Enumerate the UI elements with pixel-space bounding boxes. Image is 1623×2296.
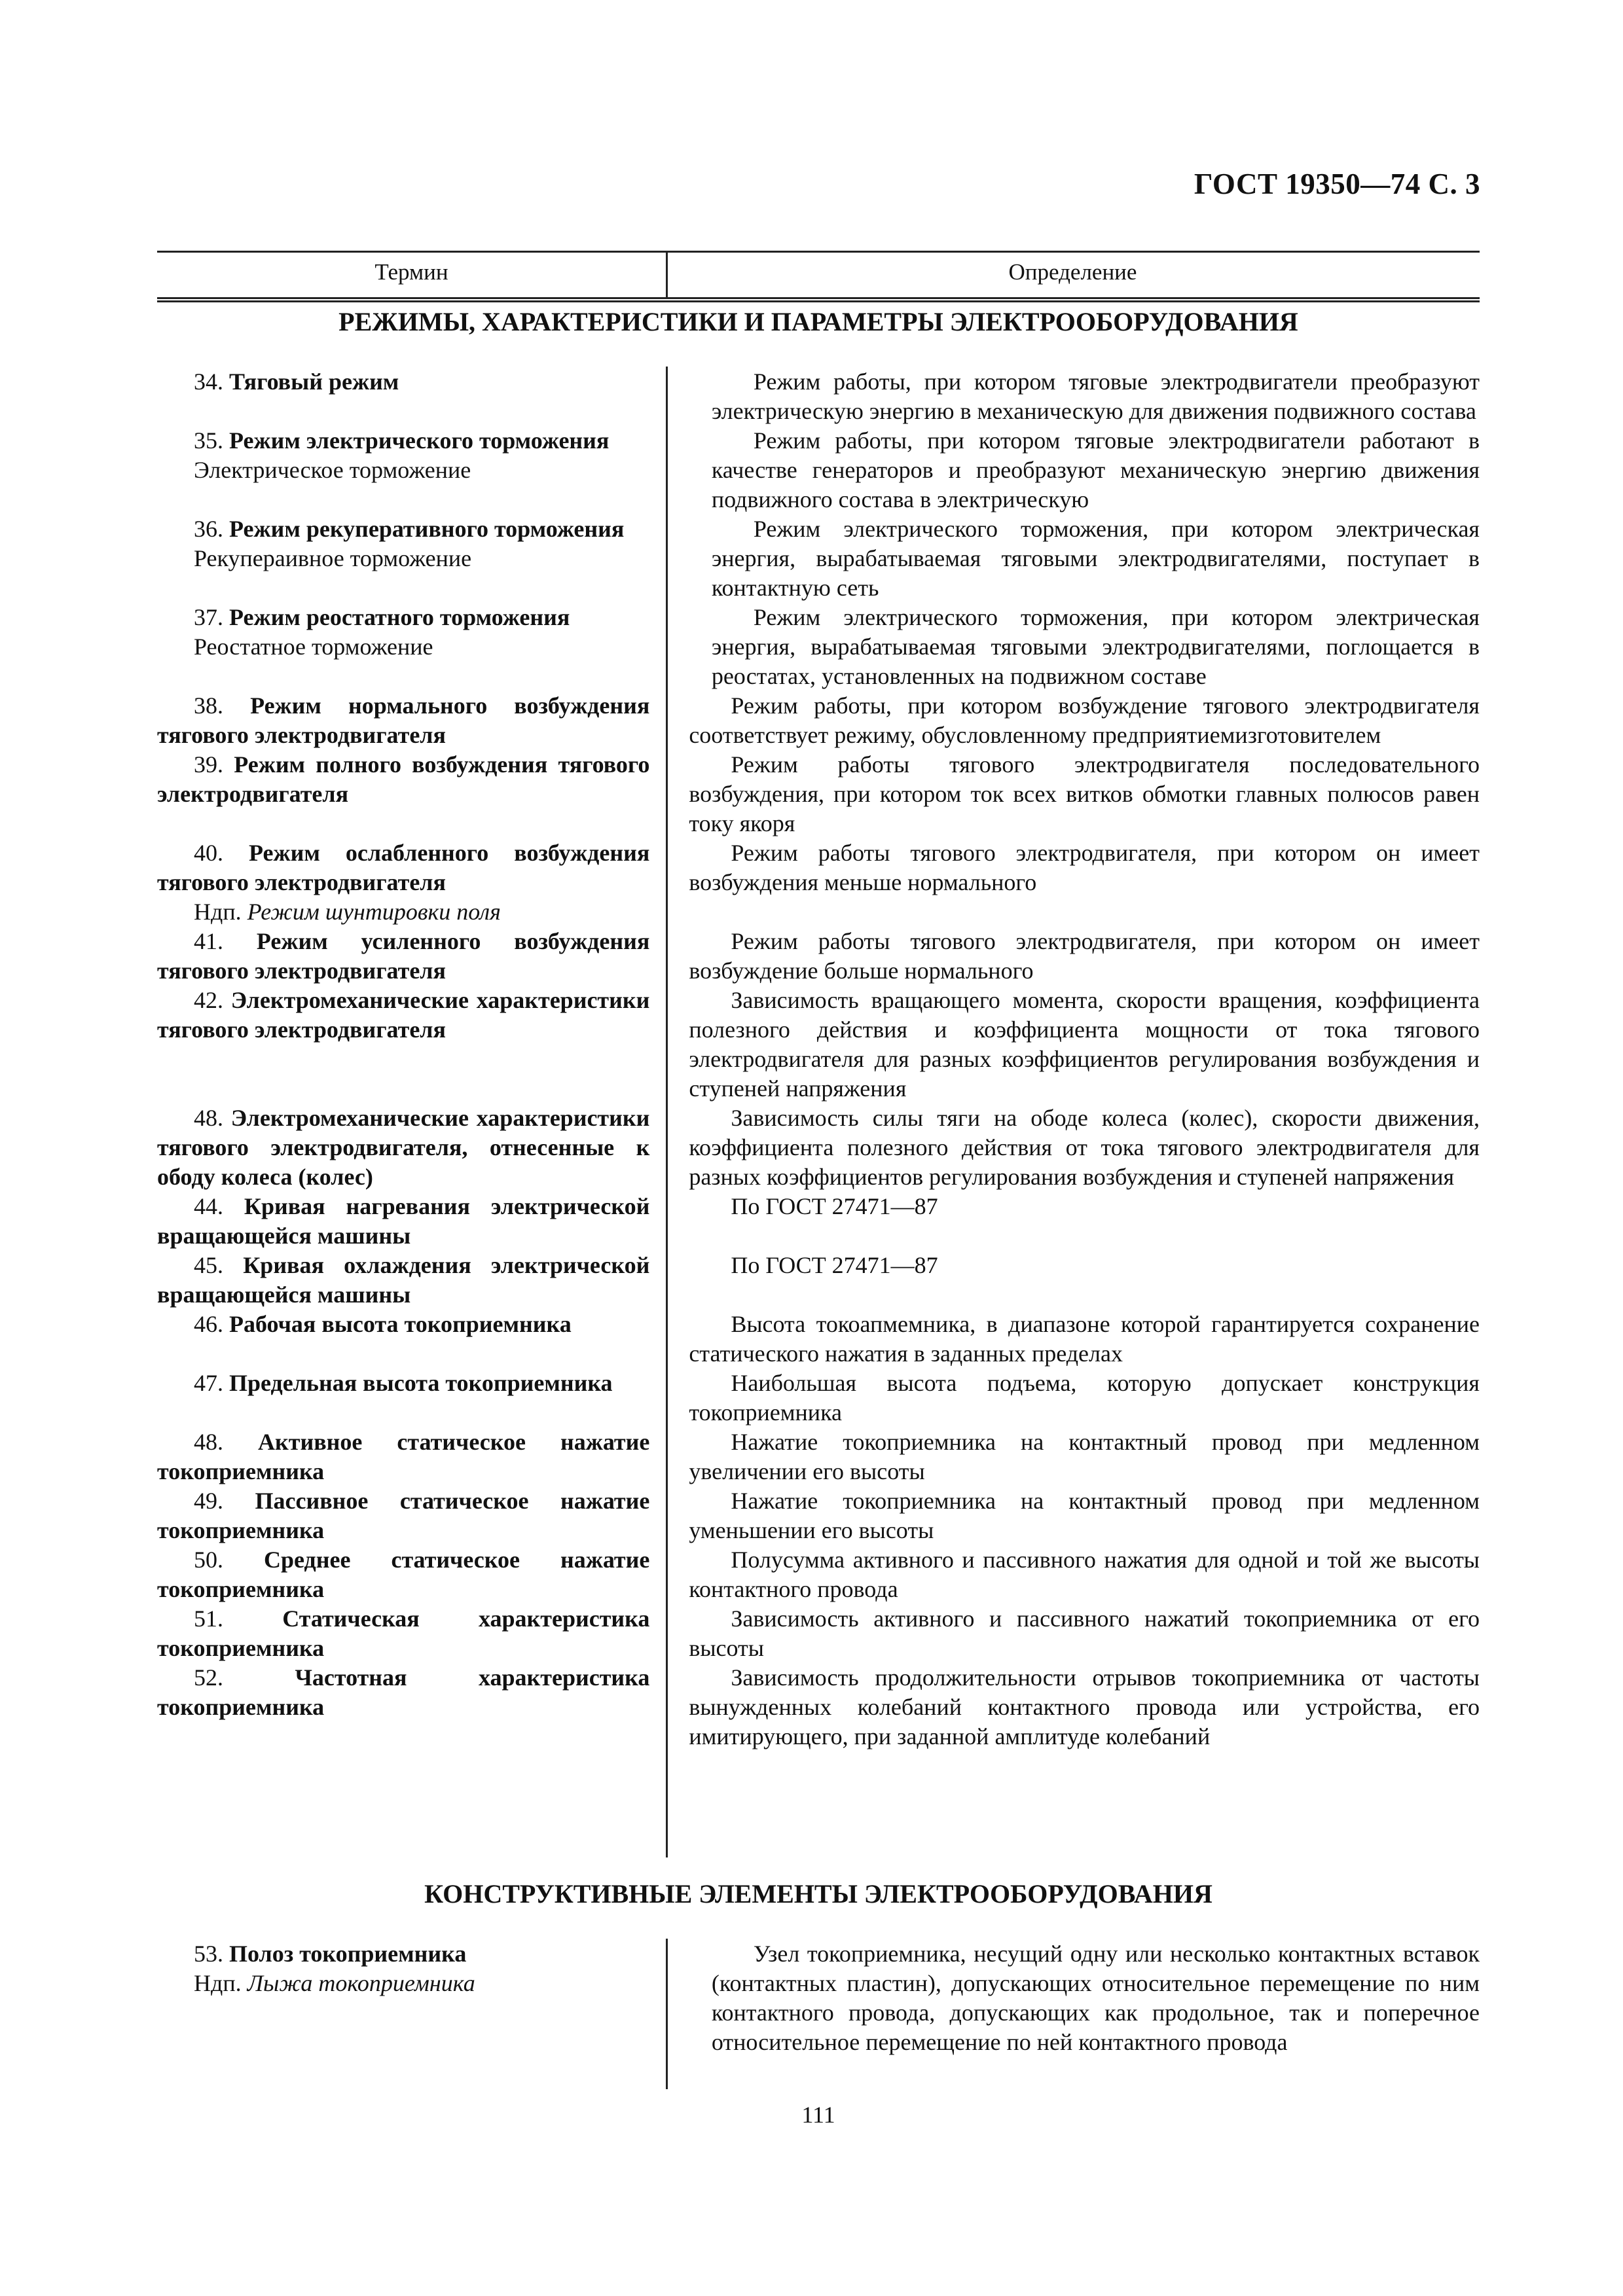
definition-cell: Режим работы, при котором тяговые электродвигатели работают в качестве генераторов и преобразуют механическую энергию движения подвижного состава в электрическую xyxy=(711,427,1480,512)
term-cell: 46. Рабочая высота токоприемника xyxy=(194,1311,572,1337)
term-cell: 52. Частотная характеристика токоприемника xyxy=(157,1664,650,1720)
definition-cell: Режим работы, при котором тяговые электродвигатели преобразуют электрическую энергию в механическую для движения подвижного состава xyxy=(711,368,1480,424)
term-cell: 47. Предельная высота токоприемника xyxy=(194,1370,613,1396)
page-number: 111 xyxy=(801,2102,835,2128)
definition-cell: Высота токоапмемника, в диапазоне которой гарантируется сохранение статического нажатия в заданных пределах xyxy=(689,1311,1480,1367)
column-header-definition: Определение xyxy=(1008,259,1137,285)
table-row xyxy=(157,1545,1480,1604)
table-row xyxy=(157,1310,1480,1369)
table-row xyxy=(157,691,1480,750)
table-row xyxy=(157,927,1480,986)
definition-cell: Нажатие токоприемника на контактный провод при медленном уменьшении его высоты xyxy=(689,1488,1480,1543)
definition-cell: Зависимость активного и пассивного нажатий токоприемника от его высоты xyxy=(689,1605,1480,1661)
table-row xyxy=(157,1939,1480,2057)
table-row xyxy=(157,603,1480,691)
term-cell: 37. Режим реостатного торможения Реостатное торможение xyxy=(194,604,570,660)
term-cell: 45. Кривая охлаждения электрической вращающейся машины xyxy=(157,1252,650,1308)
term-cell: 49. Пассивное статическое нажатие токоприемника xyxy=(157,1488,650,1543)
definition-cell: Режим работы тягового электродвигателя последовательного возбуждения, при котором ток всех витков обмотки главных полюсов равен току якоря xyxy=(689,751,1480,836)
table-row xyxy=(157,1369,1480,1427)
term-cell: 44. Кривая нагревания электрической вращающейся машины xyxy=(157,1193,650,1249)
term-cell: 42. Электромеханические характеристики тягового электродвигателя xyxy=(157,987,650,1043)
term-cell: 48. Активное статическое нажатие токоприемника xyxy=(157,1429,650,1484)
column-header-term: Термин xyxy=(374,259,448,285)
table-row xyxy=(157,1103,1480,1192)
term-cell: 40. Режим ослабленного возбуждения тягового электродвигателя Ндп. Режим шунтировки поля xyxy=(157,840,650,925)
definition-cell: Зависимость вращающего момента, скорости вращения, коэффициента полезного действия и коэффициента мощности от тока тягового электродвигателя для разных коэффициентов регулирования возбуждения и ступеней напряжения xyxy=(689,987,1480,1102)
term-cell: 38. Режим нормального возбуждения тягового электродвигателя xyxy=(157,692,650,748)
term-cell: 39. Режим полного возбуждения тягового электродвигателя xyxy=(157,751,650,807)
term-cell: 34. Тяговый режим xyxy=(194,368,399,395)
definition-cell: Полусумма активного и пассивного нажатия для одной и той же высоты контактного провода xyxy=(689,1547,1480,1602)
definition-cell: По ГОСТ 27471—87 xyxy=(731,1193,938,1219)
definition-cell: Узел токоприемника, несущий одну или несколько контактных вставок (контактных пластин), допускающих относительное перемещение по ним контактного провода, допускающих как продольное, так и поперечное относительное перемещение по ней контактного провода xyxy=(711,1941,1480,2055)
definition-cell: Режим электрического торможения, при котором электрическая энергия, вырабатываемая тяговыми электродвигателями, поглощается в реостатах, установленных на подвижном составе xyxy=(711,604,1480,689)
definition-cell: Режим работы, при котором возбуждение тягового электродвигателя соответствует режиму, обусловленному предприятиемизготовителем xyxy=(689,692,1480,748)
definition-cell: Наибольшая высота подъема, которую допускает конструкция токоприемника xyxy=(689,1370,1480,1426)
table-row xyxy=(157,1663,1480,1751)
term-cell: 48. Электромеханические характеристики тягового электродвигателя, отнесенные к ободу колеса (колес) xyxy=(157,1105,650,1190)
table-row xyxy=(157,1427,1480,1486)
table-row xyxy=(157,426,1480,514)
section-title-modes: РЕЖИМЫ, ХАРАКТЕРИСТИКИ И ПАРАМЕТРЫ ЭЛЕКТРООБОРУДОВАНИЯ xyxy=(338,307,1298,336)
term-cell: 41. Режим усиленного возбуждения тягового электродвигателя xyxy=(157,928,650,984)
table-row xyxy=(157,514,1480,603)
table-row xyxy=(157,1251,1480,1310)
table-row xyxy=(157,838,1480,927)
term-cell: 50. Среднее статическое нажатие токоприемника xyxy=(157,1547,650,1602)
definition-cell: Режим электрического торможения, при котором электрическая энергия, вырабатываемая тяговыми электродвигателями, поступает в контактную сеть xyxy=(711,516,1480,601)
definition-cell: Нажатие токоприемника на контактный провод при медленном увеличении его высоты xyxy=(689,1429,1480,1484)
table-row xyxy=(157,367,1480,426)
table-row xyxy=(157,1604,1480,1663)
definition-cell: Режим работы тягового электродвигателя, при котором он имеет возбуждение больше нормального xyxy=(689,928,1480,984)
definition-cell: Режим работы тягового электродвигателя, при котором он имеет возбуждения меньше нормального xyxy=(689,840,1480,895)
term-cell: 35. Режим электрического торможения Электрическое торможение xyxy=(194,427,610,483)
table-row xyxy=(157,1192,1480,1251)
table-row xyxy=(157,986,1480,1103)
table-header xyxy=(157,251,1480,302)
table-row xyxy=(157,1486,1480,1545)
terms-table-section1 xyxy=(157,367,1480,1751)
section-title-construction: КОНСТРУКТИВНЫЕ ЭЛЕМЕНТЫ ЭЛЕКТРООБОРУДОВАНИЯ xyxy=(424,1879,1213,1909)
definition-cell: Зависимость продолжительности отрывов токоприемника от частоты вынужденных колебаний контактного провода или устройства, его имитирующего, при заданной амплитуде колебаний xyxy=(689,1664,1480,1749)
definition-cell: По ГОСТ 27471—87 xyxy=(731,1252,938,1278)
term-cell: 53. Полоз токоприемника Ндп. Лыжа токоприемника xyxy=(194,1941,475,1996)
standard-header: ГОСТ 19350—74 С. 3 xyxy=(1194,168,1480,200)
term-cell: 36. Режим рекуперативного торможения Рекупераивное торможение xyxy=(194,516,625,571)
table-row xyxy=(157,750,1480,838)
term-cell: 51. Статическая характеристика токоприемника xyxy=(157,1605,650,1661)
definition-cell: Зависимость силы тяги на ободе колеса (колес), скорости движения, коэффициента полезного действия от тока тягового электродвигателя для разных коэффициентов регулирования возбуждения и ступеней напряжения xyxy=(689,1105,1480,1190)
terms-table-section2 xyxy=(157,1939,1480,2057)
